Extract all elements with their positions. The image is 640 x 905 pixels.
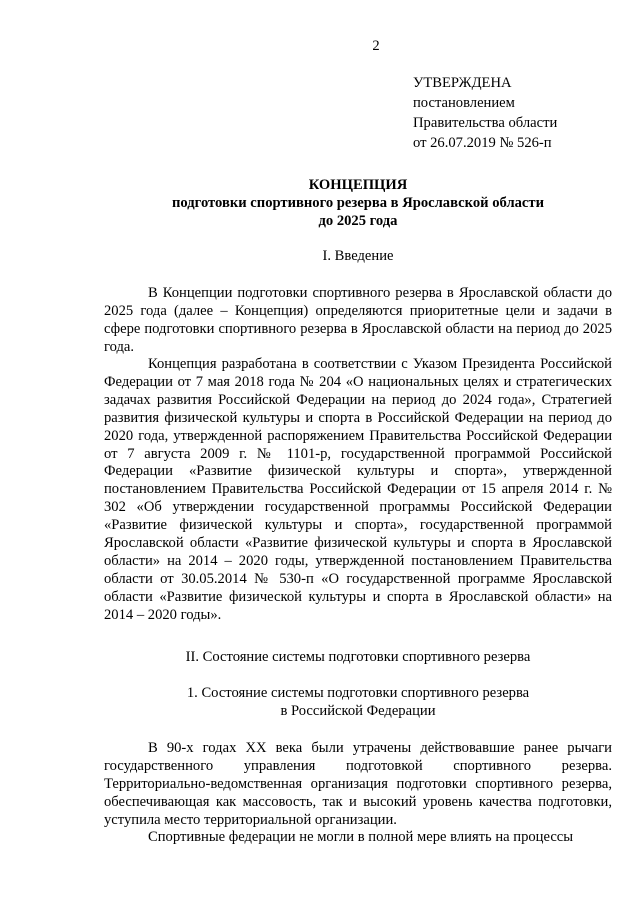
subsection-paragraph-1: В 90-х годах XX века были утрачены действовавшие ранее рычаги государственного управления подготовкой спортивного резерва. Территориально-ведомственная организация подготовки спортивного резерва, обеспечивающая как массовость, так и высокий уровень качества подготовки, уступила место территориальной организации. <box>104 740 612 828</box>
intro-paragraph-1: В Концепции подготовки спортивного резерва в Ярославской области до 2025 года (далее – Концепция) определяются приоритетные цели и задачи в сфере подготовки спортивного резерва в Ярославской области на период до 2025 года. <box>104 285 612 355</box>
section-heading-state-of-system: II. Состояние системы подготовки спортивного резерва <box>185 649 531 665</box>
title-line-concept: КОНЦЕПЦИЯ <box>308 177 408 193</box>
subsection-heading-line-2: в Российской Федерации <box>280 702 436 719</box>
section-heading-introduction: I. Введение <box>322 248 394 264</box>
subsection-heading-russia <box>104 685 612 721</box>
subsection-paragraph-2: Спортивные федерации не могли в полной мере влиять на процессы <box>148 829 574 845</box>
approval-line-by-decree: постановлением <box>413 95 515 111</box>
page-number: 2 <box>372 38 380 54</box>
approval-stamp <box>413 73 633 153</box>
title-line-subject: подготовки спортивного резерва в Ярославской области <box>172 195 544 211</box>
title-line-period: до 2025 года <box>318 213 398 229</box>
approval-line-approved: УТВЕРЖДЕНА <box>413 75 512 91</box>
subsection-heading-line-1: 1. Состояние системы подготовки спортивного резерва <box>186 685 530 701</box>
approval-line-government: Правительства области <box>413 115 558 131</box>
approval-line-date-number: от 26.07.2019 № 526-п <box>413 135 552 151</box>
intro-paragraph-2: Концепция разработана в соответствии с Указом Президента Российской Федерации от 7 мая 2018 года № 204 «О национальных целях и стратегических задачах развития Российской Федерации на период до 2024 года», Стратегией развития физической культуры и спорта в Российской Федерации на период до 2020 года, утвержденной распоряжением Правительства Российской Федерации от 7 августа 2009 г. № 1101-р, государственной программой Российской Федерации «Развитие физической культуры и спорта», утвержденной постановлением Правительства Российской Федерации от 15 апреля 2014 г. № 302 «Об утверждении государственной программы Российской Федерации «Развитие физической культуры и спорта», государственной программой Ярославской области «Развитие физической культуры и спорта в Ярославской области» на 2014 – 2020 годы, утвержденной постановлением Правительства области от 30.05.2014 № 530-п «О государственной программе Ярославской области «Развитие физической культуры и спорта в Ярославской области» на 2014 – 2020 годы». <box>104 356 612 623</box>
document-title <box>104 176 612 230</box>
